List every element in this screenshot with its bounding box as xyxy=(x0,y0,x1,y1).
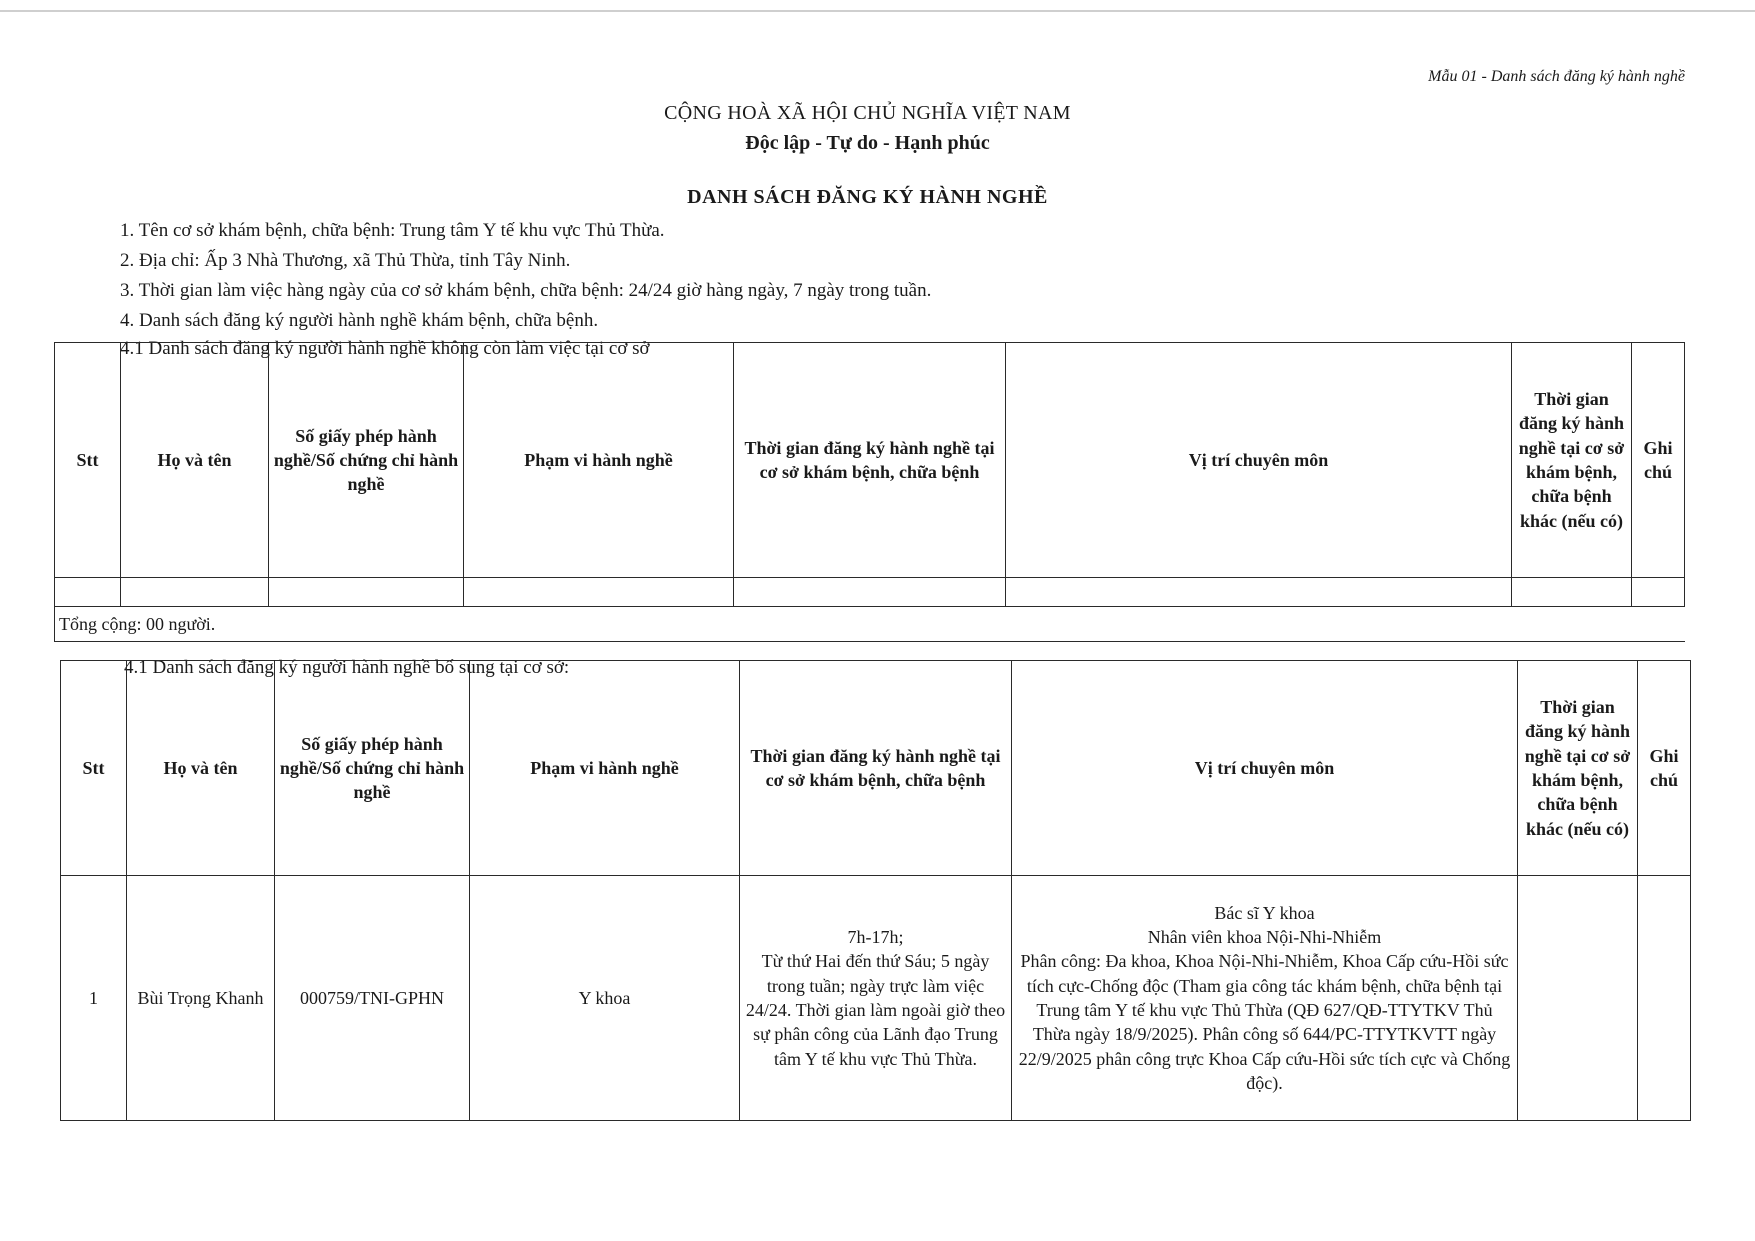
col-reg-time: Thời gian đăng ký hành nghề tại cơ sở khám bệnh, chữa bệnh xyxy=(734,343,1006,578)
col-note: Ghi chú xyxy=(1638,661,1691,876)
cell-stt: 1 xyxy=(61,876,127,1121)
empty-cell xyxy=(1006,578,1512,607)
col-name: Họ và tên xyxy=(121,343,269,578)
col-other-time: Thời gian đăng ký hành nghề tại cơ sở khám bệnh, chữa bệnh khác (nếu có) xyxy=(1512,343,1632,578)
col-stt: Stt xyxy=(55,343,121,578)
col-scope: Phạm vi hành nghề xyxy=(470,661,740,876)
info-address: 2. Địa chỉ: Ấp 3 Nhà Thương, xã Thủ Thừa, tỉnh Tây Ninh. xyxy=(120,250,571,271)
col-position: Vị trí chuyên môn xyxy=(1012,661,1518,876)
col-other-time: Thời gian đăng ký hành nghề tại cơ sở khám bệnh, chữa bệnh khác (nếu có) xyxy=(1518,661,1638,876)
cell-reg-time xyxy=(740,876,1012,1121)
table-inactive-practitioners xyxy=(54,342,1685,642)
col-license: Số giấy phép hành nghề/Số chứng chỉ hành nghề xyxy=(269,343,464,578)
col-reg-time: Thời gian đăng ký hành nghề tại cơ sở khám bệnh, chữa bệnh xyxy=(740,661,1012,876)
empty-cell xyxy=(1632,578,1685,607)
empty-cell xyxy=(269,578,464,607)
cell-position xyxy=(1012,876,1518,1121)
section1-heading: 4.1 Danh sách đăng ký người hành nghề không còn làm việc tại cơ sở xyxy=(120,338,650,359)
empty-cell xyxy=(464,578,734,607)
cell-scope: Y khoa xyxy=(470,876,740,1121)
col-position: Vị trí chuyên môn xyxy=(1006,343,1512,578)
position-title: Bác sĩ Y khoa xyxy=(1214,902,1315,923)
cell-name: Bùi Trọng Khanh xyxy=(127,876,275,1121)
position-assignment: Phân công: Đa khoa, Khoa Nội-Nhi-Nhiễm, Khoa Cấp cứu-Hồi sức tích cực-Chống độc (Tham gia công tác khám bệnh, chữa bệnh tại Trung tâm Y tế khu vực Thủ Thừa (QĐ 627/QĐ-TTYTKV Thủ Thừa ngày 18/9/2025). Phân công số 644/PC-TTYTKVTT ngày 22/9/2025 phân công trực Khoa Cấp cứu-Hồi sức tích cực và Chống độc). xyxy=(1018,951,1511,1093)
nation-header: CỘNG HOÀ XÃ HỘI CHỦ NGHĨA VIỆT NAM xyxy=(664,102,1071,124)
motto: Độc lập - Tự do - Hạnh phúc xyxy=(745,132,990,154)
col-name: Họ và tên xyxy=(127,661,275,876)
info-list-heading: 4. Danh sách đăng ký người hành nghề khám bệnh, chữa bệnh. xyxy=(120,310,599,331)
empty-cell xyxy=(1512,578,1632,607)
table-row xyxy=(55,578,1685,607)
empty-cell xyxy=(55,578,121,607)
reg-time-details: Từ thứ Hai đến thứ Sáu; 5 ngày trong tuần; ngày trực làm việc 24/24. Thời gian làm ngoài giờ theo sự phân công của Lãnh đạo Trung tâm Y tế khu vực Thủ Thừa. xyxy=(745,951,1006,1069)
document-title: DANH SÁCH ĐĂNG KÝ HÀNH NGHỀ xyxy=(687,186,1048,208)
table-additional-practitioners xyxy=(60,660,1691,1121)
total-count: Tổng cộng: 00 người. xyxy=(55,607,1685,642)
cell-license: 000759/TNI-GPHN xyxy=(275,876,470,1121)
col-stt: Stt xyxy=(61,661,127,876)
col-license: Số giấy phép hành nghề/Số chứng chỉ hành nghề xyxy=(275,661,470,876)
reg-time-hours: 7h-17h; xyxy=(847,927,904,948)
form-code: Mẫu 01 - Danh sách đăng ký hành nghề xyxy=(1428,68,1685,85)
info-hours: 3. Thời gian làm việc hàng ngày của cơ sở khám bệnh, chữa bệnh: 24/24 giờ hàng ngày, 7 ngày trong tuần. xyxy=(120,280,932,301)
col-scope: Phạm vi hành nghề xyxy=(464,343,734,578)
total-row xyxy=(55,607,1685,642)
table-header-row xyxy=(61,661,1691,876)
info-facility: 1. Tên cơ sở khám bệnh, chữa bệnh: Trung tâm Y tế khu vực Thủ Thừa. xyxy=(120,220,665,241)
col-note: Ghi chú xyxy=(1632,343,1685,578)
position-department: Nhân viên khoa Nội-Nhi-Nhiễm xyxy=(1147,927,1382,948)
table-row xyxy=(61,876,1691,1121)
empty-cell xyxy=(734,578,1006,607)
cell-note xyxy=(1638,876,1691,1121)
cell-other-time xyxy=(1518,876,1638,1121)
table-header-row xyxy=(55,343,1685,578)
scan-edge xyxy=(0,10,1755,12)
section2-heading: 4.1 Danh sách đăng ký người hành nghề bổ sung tại cơ sở: xyxy=(124,657,570,678)
empty-cell xyxy=(121,578,269,607)
